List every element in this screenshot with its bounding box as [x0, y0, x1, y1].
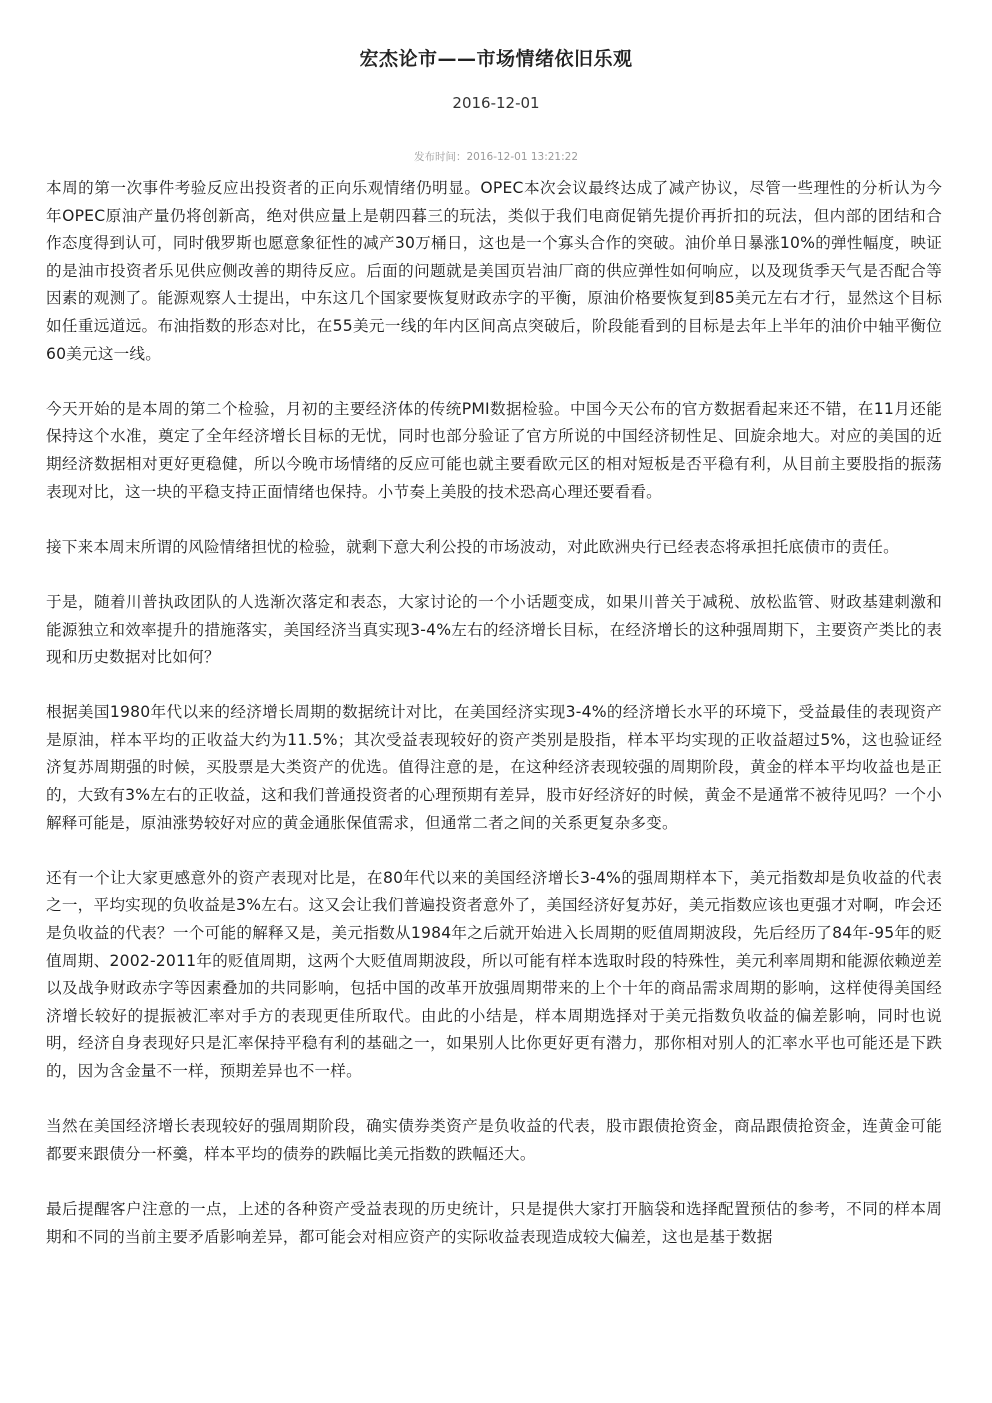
- article-title: 宏杰论市——市场情绪依旧乐观: [359, 48, 633, 70]
- paragraph: 当然在美国经济增长表现较好的强周期阶段，确实债券类资产是负收益的代表，股市跟债抢资金，商品跟债抢资金，连黄金可能都要来跟债分一杯羹，样本平均的债券的跌幅比美元指数的跌幅还大。: [46, 1117, 942, 1163]
- paragraph: 还有一个让大家更感意外的资产表现对比是，在80年代以来的美国经济增长3-4%的强周期样本下，美元指数却是负收益的代表之一，平均实现的负收益是3%左右。这又会让我们普遍投资者意外了，美国经济好复苏好，美元指数应该也更强才对啊，咋会还是负收益的代表？一个可能的解释又是，美元指数从1984年之后就开始进入长周期的贬值周期波段，先后经历了84年-95年的贬值周期、2002-2011年的贬值周期，这两个大贬值周期波段，所以可能有样本选取时段的特殊性，美元利率周期和能源依赖逆差以及战争财政赤字等因素叠加的共同影响，包括中国的改革开放强周期带来的上个十年的商品需求周期的影响，这样使得美国经济增长较好的提振被汇率对手方的表现更佳所取代。由此的小结是，样本周期选择对于美元指数负收益的偏差影响，同时也说明，经济自身表现好只是汇率保持平稳有利的基础之一，如果别人比你更好更有潜力，那你相对别人的汇率水平也可能还是下跌的，因为含金量不一样，预期差异也不一样。: [46, 868, 942, 1080]
- paragraph: 最后提醒客户注意的一点，上述的各种资产受益表现的历史统计，只是提供大家打开脑袋和选择配置预估的参考，不同的样本周期和不同的当前主要矛盾影响差异，都可能会对相应资产的实际收益表现造成较大偏差，这也是基于数据: [46, 1199, 942, 1246]
- publish-time-value: 2016-12-01 13:21:22: [466, 151, 579, 163]
- paragraph: 根据美国1980年代以来的经济增长周期的数据统计对比，在美国经济实现3-4%的经济增长水平的环境下，受益最佳的表现资产是原油，样本平均的正收益大约为11.5%；其次受益表现较好的资产类别是股指，样本平均实现的正收益超过5%，这也验证经济复苏周期强的时候，买股票是大类资产的优选。值得注意的是，在这种经济表现较强的周期阶段，黄金的样本平均收益也是正的，大致有3%左右的正收益，这和我们普通投资者的心理预期有差异，股市好经济好的时候，黄金不是通常不被待见吗？一个小解释可能是，原油涨势较好对应的黄金通胀保值需求，但通常二者之间的关系更复杂多变。: [46, 703, 942, 832]
- paragraph: 接下来本周末所谓的风险情绪担忧的检验，就剩下意大利公投的市场波动，对此欧洲央行已经表态将承担托底债市的责任。: [46, 537, 899, 556]
- article-body: [46, 175, 942, 1279]
- publish-time-label: 发布时间：: [413, 151, 467, 163]
- paragraph: 本周的第一次事件考验反应出投资者的正向乐观情绪仍明显。OPEC本次会议最终达成了减产协议，尽管一些理性的分析认为今年OPEC原油产量仍将创新高，绝对供应量上是朝四暮三的玩法，类似于我们电商促销先提价再折扣的玩法，但内部的团结和合作态度得到认可，同时俄罗斯也愿意象征性的减产30万桶日，这也是一个寡头合作的突破。油价单日暴涨10%的弹性幅度，映证的是油市投资者乐见供应侧改善的期待反应。后面的问题就是美国页岩油厂商的供应弹性如何响应，以及现货季天气是否配合等因素的观测了。能源观察人士提出，中东这几个国家要恢复财政赤字的平衡，原油价格要恢复到85美元左右才行，显然这个目标如任重远道远。布油指数的形态对比，在55美元一线的年内区间高点突破后，阶段能看到的目标是去年上半年的油价中轴平衡位60美元这一线。: [46, 179, 942, 363]
- paragraph: 今天开始的是本周的第二个检验，月初的主要经济体的传统PMI数据检验。中国今天公布的官方数据看起来还不错，在11月还能保持这个水准，奠定了全年经济增长目标的无忧，同时也部分验证了官方所说的中国经济韧性足、回旋余地大。对应的美国的近期经济数据相对更好更稳健，所以今晚市场情绪的反应可能也就主要看欧元区的相对短板是否平稳有利，从目前主要股指的振荡表现对比，这一块的平稳支持正面情绪也保持。小节奏上美股的技术恐高心理还要看看。: [46, 399, 942, 501]
- article-date: 2016-12-01: [452, 94, 540, 112]
- publish-time: [0, 149, 992, 164]
- paragraph: 于是，随着川普执政团队的人选渐次落定和表态，大家讨论的一个小话题变成，如果川普关于减税、放松监管、财政基建刺激和能源独立和效率提升的措施落实，美国经济当真实现3-4%左右的经济增长目标，在经济增长的这种强周期下，主要资产类比的表现和历史数据对比如何？: [46, 592, 942, 667]
